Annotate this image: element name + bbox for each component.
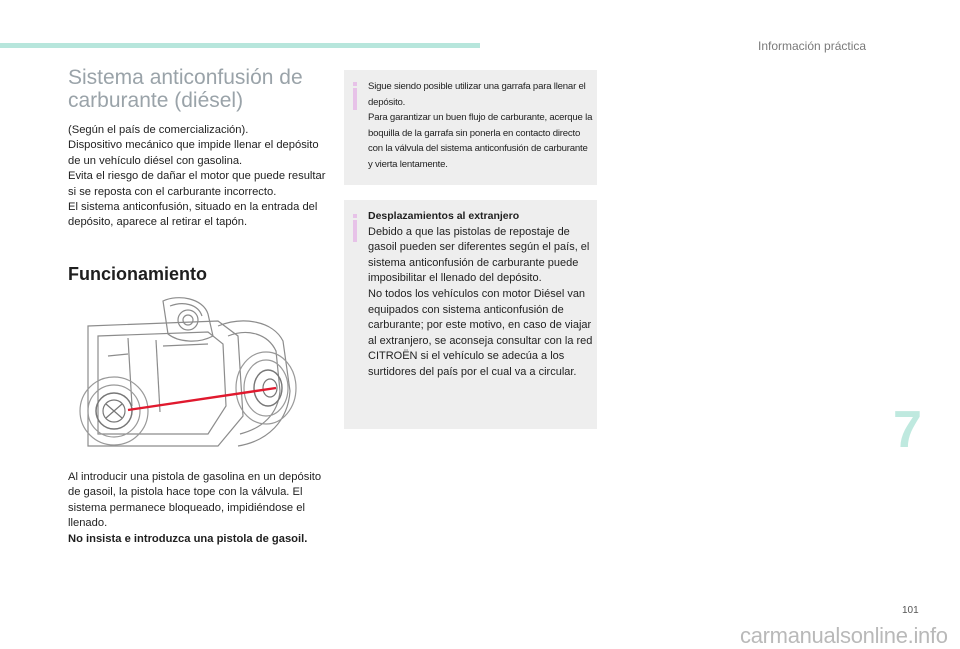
chapter-number: 7	[893, 401, 922, 459]
intro-paragraph: (Según el país de comercialización).	[68, 124, 249, 136]
info-paragraph: No todos los vehículos con motor Diésel van equipados con sistema anticonfusión de carburante; por este motivo, en caso de viajar al extranjero, se aconseja consultar con la red CITROËN si el vehículo se adecúa a los surtidores del país por el cual va a circular.	[368, 287, 593, 378]
info-box-abroad	[344, 200, 597, 429]
info-line: Sigue siendo posible utilizar una garrafa para llenar el depósito.	[368, 81, 586, 108]
info-box-text	[368, 209, 594, 381]
watermark: carmanualsonline.info	[740, 623, 948, 648]
page-number: 101	[902, 605, 919, 616]
section-title: Información práctica	[758, 39, 867, 53]
info-paragraph: Debido a que las pistolas de repostaje de gasoil pueden ser diferentes según el país, el sistema anticonfusión de carburante puede imposibilitar el llenado del depósito.	[368, 225, 590, 285]
intro-paragraph: El sistema anticonfusión, situado en la entrada del depósito, aparece al retirar el tapón.	[68, 201, 318, 229]
closing-text	[68, 470, 328, 547]
warning-text: No insista e introduzca una pistola de gasoil.	[68, 532, 308, 545]
info-icon	[353, 88, 357, 110]
info-line: Para garantizar un buen flujo de carburante, acerque la boquilla de la garrafa sin ponerla en contacto directo con la válvula del sistema anticonfusión de carburante y vierta lentamente.	[368, 112, 593, 170]
intro-text	[68, 123, 333, 231]
intro-paragraph: Evita el riesgo de dañar el motor que puede resultar si se reposta con el carburante incorrecto.	[68, 170, 326, 198]
info-box-heading: Desplazamientos al extranjero	[368, 210, 520, 222]
page-title: Sistema anticonfusión de carburante (diésel)	[68, 66, 303, 112]
info-box-text	[368, 79, 593, 173]
top-accent-bar	[0, 43, 480, 48]
section-heading: Funcionamiento	[68, 264, 207, 284]
closing-paragraph: Al introducir una pistola de gasolina en un depósito de gasoil, la pistola hace tope con la válvula. El sistema permanece bloqueado, impidiéndose el llenado.	[68, 471, 322, 530]
info-box-canister	[344, 70, 597, 185]
pointer-line	[128, 388, 276, 410]
intro-paragraph: Dispositivo mecánico que impide llenar el depósito de un vehículo diésel con gasolina.	[68, 139, 319, 167]
fuel-filler-illustration	[68, 296, 324, 458]
info-icon	[353, 220, 357, 242]
